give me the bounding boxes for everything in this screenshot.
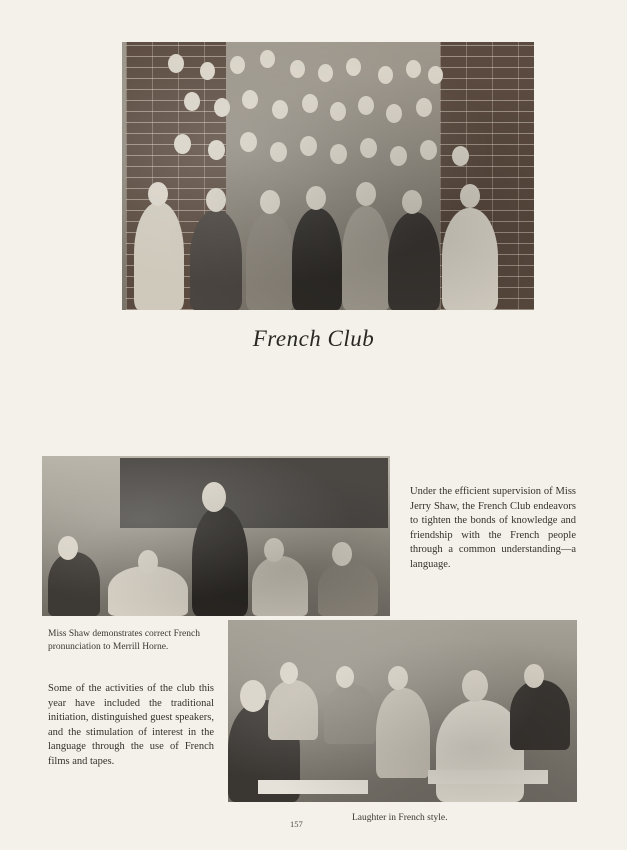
activities-paragraph: Some of the activities of the club this year have included the traditional initiation, distinguished guest speakers, and the stimulation of interest in the language through the use of French films and tapes. — [48, 683, 214, 767]
caption-laughter: Laughter in French style. — [352, 813, 448, 823]
classroom-photo-laughter — [228, 620, 577, 802]
page-number: 157 — [290, 819, 303, 829]
classroom-photo-demonstration — [42, 456, 390, 616]
page-title: French Club — [252, 326, 375, 351]
group-photo — [122, 42, 534, 310]
brick-wall-right — [440, 42, 534, 310]
intro-paragraph: Under the efficient supervision of Miss Jerry Shaw, the French Club endeavors to tighten the bonds of knowledge and friendship with the French people through a common understanding—a language. — [410, 486, 576, 570]
caption-demonstration: Miss Shaw demonstrates correct French pronunciation to Merrill Horne. — [48, 629, 200, 652]
brick-wall-left — [126, 42, 226, 310]
chalkboard — [120, 458, 388, 528]
